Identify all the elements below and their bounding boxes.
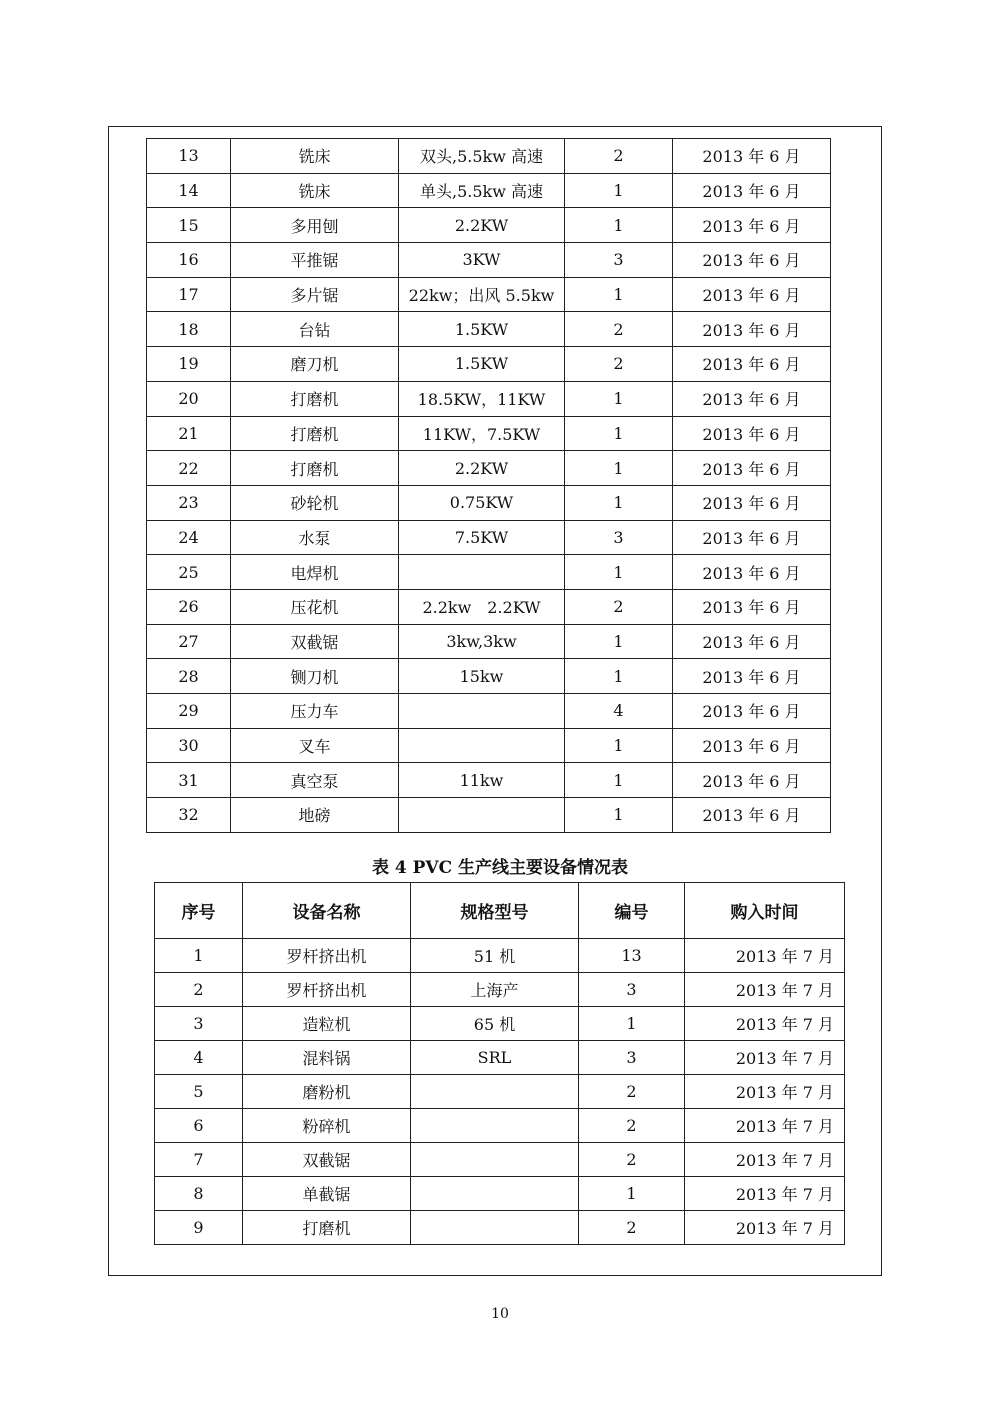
- table-row: [147, 485, 831, 520]
- cell-name: 铣床: [231, 139, 399, 174]
- cell-time: 2013 年 6 月: [673, 624, 831, 659]
- cell-no: 29: [147, 694, 231, 729]
- cell-spec: 15kw: [399, 659, 565, 694]
- cell-spec: 18.5KW，11KW: [399, 381, 565, 416]
- cell-time: 2013 年 7 月: [685, 1177, 845, 1211]
- cell-no: 25: [147, 555, 231, 590]
- cell-time: 2013 年 6 月: [673, 589, 831, 624]
- cell-time: 2013 年 7 月: [685, 939, 845, 973]
- cell-spec: [411, 1143, 579, 1177]
- cell-spec: 0.75KW: [399, 485, 565, 520]
- table-header-row: [155, 883, 845, 939]
- table-row: [155, 1109, 845, 1143]
- cell-qty: 1: [565, 624, 673, 659]
- cell-qty: 1: [565, 451, 673, 486]
- cell-name: 台钻: [231, 312, 399, 347]
- cell-spec: 11KW，7.5KW: [399, 416, 565, 451]
- cell-no: 2: [155, 973, 243, 1007]
- cell-time: 2013 年 6 月: [673, 485, 831, 520]
- cell-time: 2013 年 7 月: [685, 1211, 845, 1245]
- cell-spec: [399, 694, 565, 729]
- cell-time: 2013 年 6 月: [673, 763, 831, 798]
- cell-no: 5: [155, 1075, 243, 1109]
- equipment-table-continued-body: [147, 139, 831, 833]
- cell-name: 真空泵: [231, 763, 399, 798]
- cell-qty: 2: [565, 347, 673, 382]
- cell-spec: [411, 1211, 579, 1245]
- table-row: [147, 659, 831, 694]
- cell-no: 7: [155, 1143, 243, 1177]
- cell-qty: 1: [565, 173, 673, 208]
- cell-qty: 3: [565, 243, 673, 278]
- cell-qty: 1: [565, 659, 673, 694]
- cell-no: 27: [147, 624, 231, 659]
- cell-qty: 1: [565, 208, 673, 243]
- cell-spec: [411, 1075, 579, 1109]
- cell-name: 单截锯: [243, 1177, 411, 1211]
- cell-name: 打磨机: [231, 381, 399, 416]
- table-row: [147, 277, 831, 312]
- cell-spec: 65 机: [411, 1007, 579, 1041]
- cell-time: 2013 年 6 月: [673, 451, 831, 486]
- cell-time: 2013 年 6 月: [673, 520, 831, 555]
- cell-name: 罗杆挤出机: [243, 973, 411, 1007]
- table-row: [147, 624, 831, 659]
- cell-qty: 1: [565, 728, 673, 763]
- pvc-equipment-table-body: [155, 939, 845, 1245]
- cell-name: 罗杆挤出机: [243, 939, 411, 973]
- cell-qty: 13: [579, 939, 685, 973]
- table-row: [155, 1007, 845, 1041]
- page-number: 10: [491, 1306, 509, 1322]
- cell-name: 压花机: [231, 589, 399, 624]
- table-row: [147, 312, 831, 347]
- table-row: [147, 694, 831, 729]
- cell-time: 2013 年 7 月: [685, 973, 845, 1007]
- cell-spec: 22kw；出风 5.5kw: [399, 277, 565, 312]
- cell-time: 2013 年 6 月: [673, 173, 831, 208]
- cell-time: 2013 年 6 月: [673, 659, 831, 694]
- cell-spec: 2.2KW: [399, 208, 565, 243]
- cell-name: 水泵: [231, 520, 399, 555]
- cell-name: 叉车: [231, 728, 399, 763]
- cell-name: 平推锯: [231, 243, 399, 278]
- header-qty: 编号: [579, 883, 685, 939]
- cell-no: 16: [147, 243, 231, 278]
- cell-qty: 1: [565, 798, 673, 833]
- cell-name: 铡刀机: [231, 659, 399, 694]
- cell-no: 26: [147, 589, 231, 624]
- cell-name: 打磨机: [243, 1211, 411, 1245]
- header-no: 序号: [155, 883, 243, 939]
- cell-time: 2013 年 7 月: [685, 1007, 845, 1041]
- cell-spec: 3kw,3kw: [399, 624, 565, 659]
- cell-no: 15: [147, 208, 231, 243]
- cell-no: 17: [147, 277, 231, 312]
- cell-name: 压力车: [231, 694, 399, 729]
- cell-time: 2013 年 6 月: [673, 416, 831, 451]
- cell-spec: [399, 728, 565, 763]
- cell-no: 31: [147, 763, 231, 798]
- table-row: [147, 451, 831, 486]
- table-row: [155, 1075, 845, 1109]
- cell-no: 18: [147, 312, 231, 347]
- cell-qty: 2: [579, 1109, 685, 1143]
- cell-qty: 2: [565, 589, 673, 624]
- table-row: [155, 1177, 845, 1211]
- cell-qty: 2: [579, 1143, 685, 1177]
- cell-qty: 1: [565, 485, 673, 520]
- cell-no: 32: [147, 798, 231, 833]
- cell-name: 粉碎机: [243, 1109, 411, 1143]
- pvc-equipment-table: [154, 882, 845, 1245]
- cell-time: 2013 年 6 月: [673, 381, 831, 416]
- cell-time: 2013 年 6 月: [673, 555, 831, 590]
- cell-name: 多用刨: [231, 208, 399, 243]
- cell-spec: 双头,5.5kw 高速: [399, 139, 565, 174]
- cell-qty: 2: [565, 139, 673, 174]
- cell-qty: 1: [565, 277, 673, 312]
- cell-spec: [411, 1109, 579, 1143]
- cell-name: 砂轮机: [231, 485, 399, 520]
- cell-no: 23: [147, 485, 231, 520]
- cell-no: 13: [147, 139, 231, 174]
- cell-no: 20: [147, 381, 231, 416]
- cell-qty: 3: [579, 1041, 685, 1075]
- cell-spec: [411, 1177, 579, 1211]
- cell-qty: 3: [579, 973, 685, 1007]
- cell-name: 打磨机: [231, 416, 399, 451]
- cell-no: 4: [155, 1041, 243, 1075]
- cell-no: 3: [155, 1007, 243, 1041]
- table-row: [147, 555, 831, 590]
- cell-spec: 3KW: [399, 243, 565, 278]
- table-row: [147, 520, 831, 555]
- cell-time: 2013 年 6 月: [673, 728, 831, 763]
- cell-name: 混料锅: [243, 1041, 411, 1075]
- cell-no: 14: [147, 173, 231, 208]
- cell-qty: 1: [565, 555, 673, 590]
- cell-no: 21: [147, 416, 231, 451]
- cell-qty: 1: [579, 1007, 685, 1041]
- cell-no: 8: [155, 1177, 243, 1211]
- table-caption: 表 4 PVC 生产线主要设备情况表: [371, 858, 629, 878]
- cell-no: 9: [155, 1211, 243, 1245]
- header-time: 购入时间: [685, 883, 845, 939]
- cell-time: 2013 年 6 月: [673, 243, 831, 278]
- cell-time: 2013 年 6 月: [673, 208, 831, 243]
- equipment-table-continued: [146, 138, 831, 833]
- cell-name: 双截锯: [231, 624, 399, 659]
- table-row: [147, 381, 831, 416]
- cell-no: 28: [147, 659, 231, 694]
- cell-time: 2013 年 6 月: [673, 312, 831, 347]
- cell-no: 24: [147, 520, 231, 555]
- table-row: [147, 208, 831, 243]
- cell-name: 造粒机: [243, 1007, 411, 1041]
- cell-spec: 11kw: [399, 763, 565, 798]
- cell-name: 磨粉机: [243, 1075, 411, 1109]
- cell-spec: 上海产: [411, 973, 579, 1007]
- cell-name: 打磨机: [231, 451, 399, 486]
- table-row: [155, 973, 845, 1007]
- cell-spec: 1.5KW: [399, 347, 565, 382]
- cell-qty: 2: [565, 312, 673, 347]
- table-row: [155, 1041, 845, 1075]
- cell-no: 19: [147, 347, 231, 382]
- cell-name: 地磅: [231, 798, 399, 833]
- cell-name: 多片锯: [231, 277, 399, 312]
- cell-qty: 2: [579, 1075, 685, 1109]
- cell-qty: 1: [565, 381, 673, 416]
- table-row: [147, 798, 831, 833]
- cell-time: 2013 年 6 月: [673, 798, 831, 833]
- table-row: [147, 589, 831, 624]
- cell-name: 双截锯: [243, 1143, 411, 1177]
- cell-name: 铣床: [231, 173, 399, 208]
- cell-qty: 2: [579, 1211, 685, 1245]
- cell-time: 2013 年 6 月: [673, 139, 831, 174]
- cell-name: 磨刀机: [231, 347, 399, 382]
- cell-time: 2013 年 6 月: [673, 694, 831, 729]
- table-row: [155, 939, 845, 973]
- table-row: [155, 1211, 845, 1245]
- cell-spec: 1.5KW: [399, 312, 565, 347]
- cell-spec: 2.2kw 2.2KW: [399, 589, 565, 624]
- cell-spec: 2.2KW: [399, 451, 565, 486]
- table-row: [155, 1143, 845, 1177]
- cell-time: 2013 年 7 月: [685, 1143, 845, 1177]
- cell-spec: 51 机: [411, 939, 579, 973]
- cell-spec: 7.5KW: [399, 520, 565, 555]
- cell-spec: [399, 555, 565, 590]
- cell-time: 2013 年 6 月: [673, 347, 831, 382]
- cell-qty: 1: [565, 763, 673, 798]
- cell-qty: 3: [565, 520, 673, 555]
- cell-time: 2013 年 7 月: [685, 1075, 845, 1109]
- cell-time: 2013 年 7 月: [685, 1041, 845, 1075]
- cell-no: 1: [155, 939, 243, 973]
- table-row: [147, 139, 831, 174]
- table-row: [147, 173, 831, 208]
- cell-qty: 4: [565, 694, 673, 729]
- cell-spec: 单头,5.5kw 高速: [399, 173, 565, 208]
- cell-time: 2013 年 6 月: [673, 277, 831, 312]
- cell-spec: [399, 798, 565, 833]
- table-row: [147, 243, 831, 278]
- cell-no: 30: [147, 728, 231, 763]
- cell-spec: SRL: [411, 1041, 579, 1075]
- table-row: [147, 347, 831, 382]
- header-name: 设备名称: [243, 883, 411, 939]
- cell-qty: 1: [579, 1177, 685, 1211]
- cell-no: 22: [147, 451, 231, 486]
- header-spec: 规格型号: [411, 883, 579, 939]
- cell-name: 电焊机: [231, 555, 399, 590]
- cell-qty: 1: [565, 416, 673, 451]
- table-row: [147, 728, 831, 763]
- table-row: [147, 763, 831, 798]
- cell-time: 2013 年 7 月: [685, 1109, 845, 1143]
- table-row: [147, 416, 831, 451]
- cell-no: 6: [155, 1109, 243, 1143]
